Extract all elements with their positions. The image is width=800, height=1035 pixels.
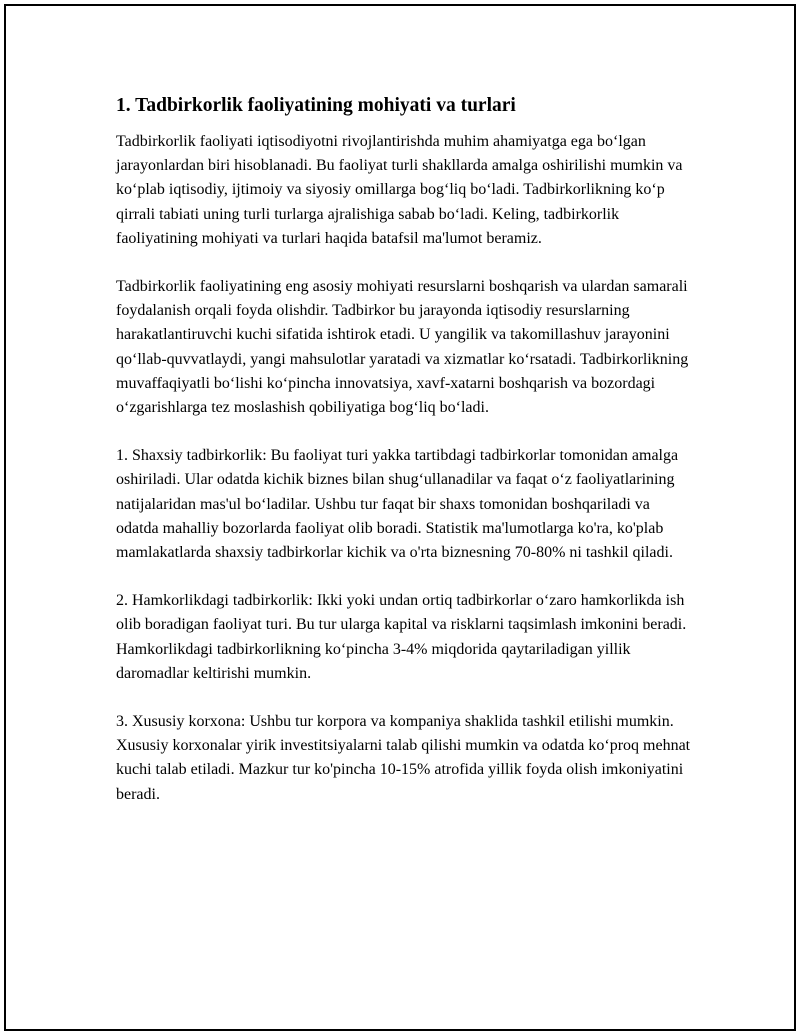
paragraph-private-enterprise: 3. Xususiy korxona: Ushbu tur korpora va kompaniya shaklida tashkil etilishi mumkin. Xususiy korxonalar yirik investitsiyalarni talab qilishi mumkin va odatda ko‘proq mehnat kuchi talab etiladi. Mazkur tur ko'pincha 10-15% atrofida yillik foyda olish imkoniyatini beradi. [116,713,691,803]
document-body [116,92,696,831]
paragraph-individual-entrepreneurship: 1. Shaxsiy tadbirkorlik: Bu faoliyat turi yakka tartibdagi tadbirkorlar tomonidan amalga oshiriladi. Ular odatda kichik biznes bilan shug‘ullanadilar va faqat o‘z faoliyatlarining natijalaridan mas'ul bo‘ladilar. Ushbu tur faqat bir shaxs tomonidan boshqariladi va odatda mahalliy bozorlarda faoliyat olib boradi. Statistik ma'lumotlarga ko'ra, ko'plab mamlakatlarda shaxsiy tadbirkorlar kichik va o'rta biznesning 70-80% ni tashkil qiladi. [116,447,679,562]
paragraph-essence: Tadbirkorlik faoliyatining eng asosiy mohiyati resurslarni boshqarish va ulardan samarali foydalanish orqali foyda olishdir. Tadbirkor bu jarayonda iqtisodiy resurslarning harakatlantiruvchi kuchi sifatida ishtirok etadi. U yangilik va takomillashuv jarayonini qo‘llab-quvvatlaydi, yangi mahsulotlar yaratadi va xizmatlar ko‘rsatadi. Tadbirkorlikning muvaffaqiyatli bo‘lishi ko‘pincha innovatsiya, xavf-xatarni boshqarish va bozordagi o‘zgarishlarga tez moslashish qobiliyatiga bog‘liq bo‘ladi. [116,278,689,417]
paragraph-partnership-entrepreneurship: 2. Hamkorlikdagi tadbirkorlik: Ikki yoki undan ortiq tadbirkorlar o‘zaro hamkorlikda ish olib boradigan faoliyat turi. Bu tur ularga kapital va risklarni taqsimlash imkonini beradi. Hamkorlikdagi tadbirkorlikning ko‘pincha 3-4% miqdorida qaytariladigan yillik daromadlar keltirishi mumkin. [116,592,687,682]
document-title: 1. Tadbirkorlik faoliyatining mohiyati va turlari [116,95,516,116]
paragraph-intro: Tadbirkorlik faoliyati iqtisodiyotni rivojlantirishda muhim ahamiyatga ega bo‘lgan jarayonlardan biri hisoblanadi. Bu faoliyat turli shakllarda amalga oshirilishi mumkin va ko‘plab iqtisodiy, ijtimoiy va siyosiy omillarga bog‘liq bo‘ladi. Tadbirkorlikning ko‘p qirrali tabiati uning turli turlarga ajralishiga sabab bo‘ladi. Keling, tadbirkorlik faoliyatining mohiyati va turlari haqida batafsil ma'lumot beramiz. [116,133,683,247]
